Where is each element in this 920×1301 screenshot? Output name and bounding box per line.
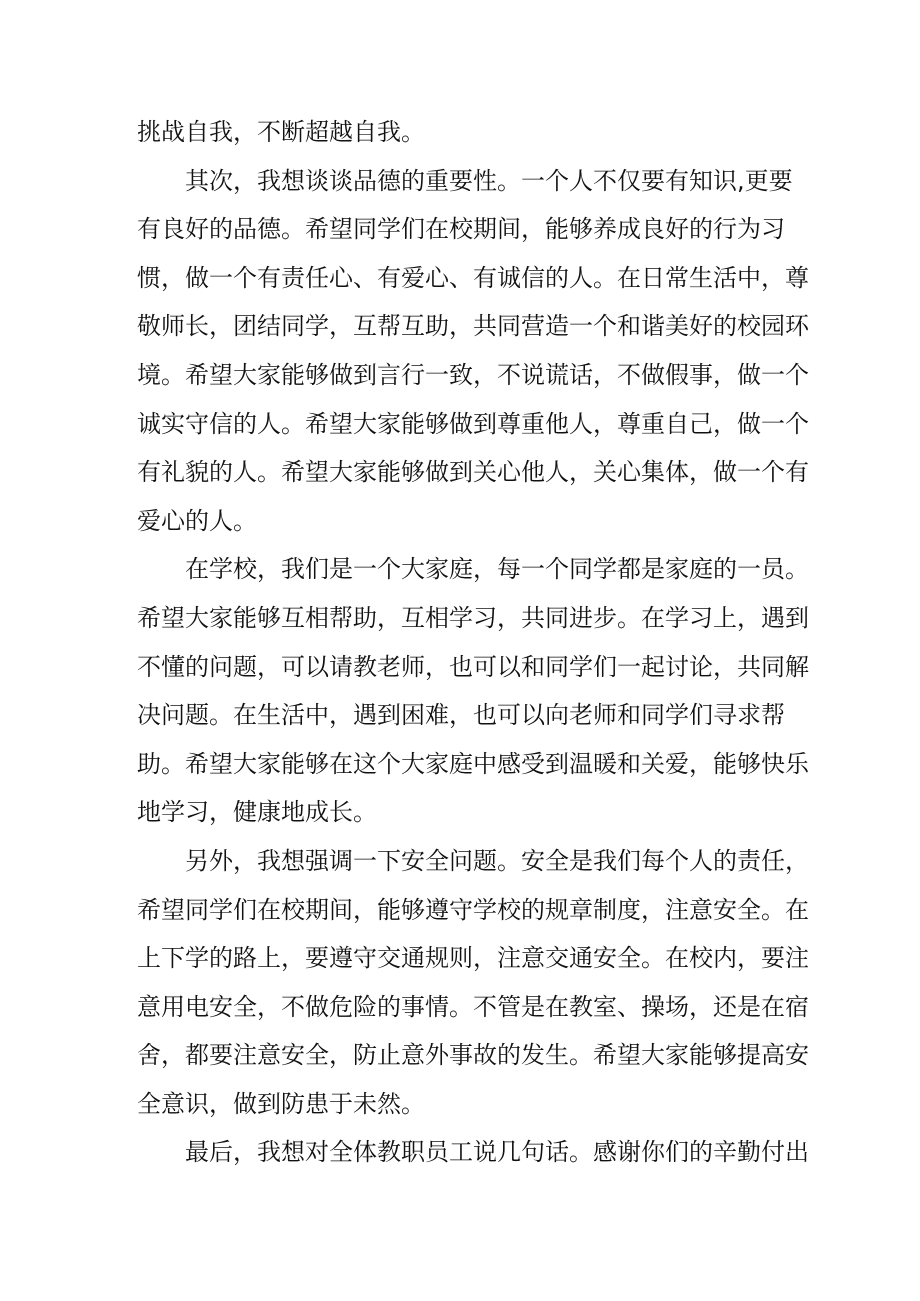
text-line: 助。希望大家能够在这个大家庭中感受到温暖和关爱，能够快乐 <box>137 749 809 778</box>
text-line: 希望大家能够互相帮助，互相学习，共同进步。在学习上，遇到 <box>137 603 809 632</box>
text-line: 诚实守信的人。希望大家能够做到尊重他人，尊重自己，做一个 <box>137 409 809 438</box>
text-line: 地学习，健康地成长。 <box>137 798 377 827</box>
text-line: 不懂的问题，可以请教老师，也可以和同学们一起讨论，共同解 <box>137 652 809 681</box>
paragraph-first-line: 最后，我想对全体教职员工说几句话。感谢你们的辛勤付出 <box>185 1138 809 1167</box>
text-line: 有礼貌的人。希望大家能够做到关心他人，关心集体，做一个有 <box>137 458 809 487</box>
document-body-text <box>137 108 809 1177</box>
text-line: 决问题。在生活中，遇到困难，也可以向老师和同学们寻求帮 <box>137 701 785 730</box>
text-line: 挑战自我，不断超越自我。 <box>137 118 425 146</box>
text-line: 全意识，做到防患于未然。 <box>137 1089 425 1118</box>
text-line: 上下学的路上，要遵守交通规则，注意交通安全。在校内，要注 <box>137 944 809 973</box>
paragraph-first-line: 其次，我想谈谈品德的重要性。一个人不仅要有知识,更要 <box>185 166 793 195</box>
text-line: 意用电安全，不做危险的事情。不管是在教室、操场，还是在宿 <box>137 992 809 1021</box>
text-line: 敬师长，团结同学，互帮互助，共同营造一个和谐美好的校园环 <box>137 312 809 341</box>
paragraph-first-line: 另外，我想强调一下安全问题。安全是我们每个人的责任， <box>185 846 809 875</box>
text-line: 有良好的品德。希望同学们在校期间，能够养成良好的行为习 <box>137 215 785 244</box>
text-line: 境。希望大家能够做到言行一致，不说谎话，不做假事，做一个 <box>137 360 809 389</box>
text-line: 舍，都要注意安全，防止意外事故的发生。希望大家能够提高安 <box>137 1041 809 1070</box>
text-line: 希望同学们在校期间，能够遵守学校的规章制度，注意安全。在 <box>137 895 809 924</box>
text-line: 爱心的人。 <box>137 506 257 535</box>
paragraph-first-line: 在学校，我们是一个大家庭，每一个同学都是家庭的一员。 <box>185 555 809 584</box>
text-line: 惯，做一个有责任心、有爱心、有诚信的人。在日常生活中，尊 <box>137 263 809 292</box>
